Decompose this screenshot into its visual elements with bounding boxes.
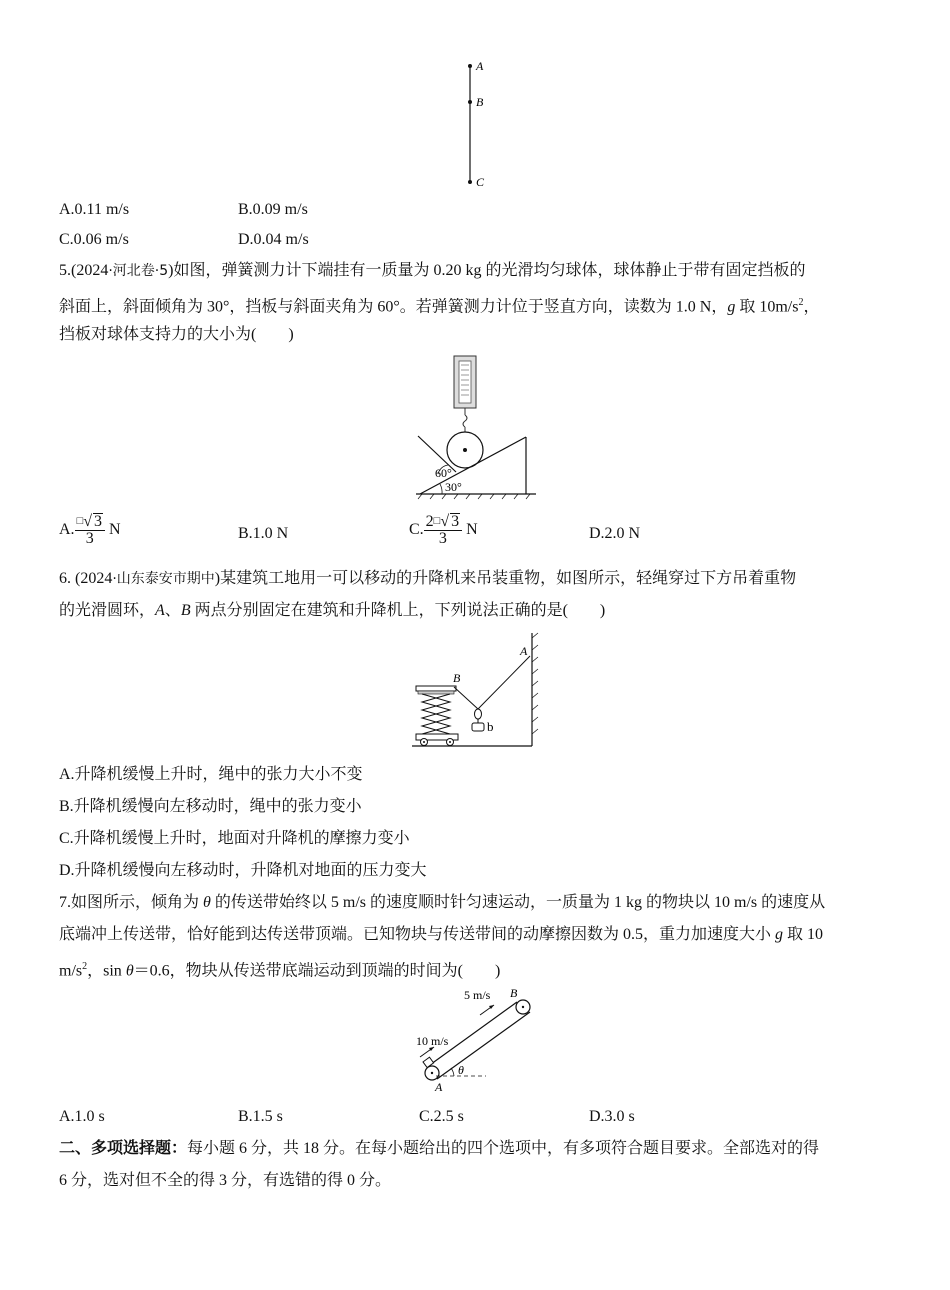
- q7-stem-line3: $m/s^2$，sin θ＝0.6，物块从传送带底端运动到顶端的时间为( ): [59, 961, 501, 980]
- q7-theta: θ: [458, 1063, 464, 1077]
- section2-line2: 6 分，选对但不全的得 3 分，有选错的得 0 分。: [59, 1172, 392, 1189]
- q5-stem-line2: 斜面上，斜面倾角为 30°，挡板与斜面夹角为 60°。若弹簧测力计位于竖直方向，读数为 1.0 N，g 取 $10m/s^2$，: [59, 297, 820, 316]
- q7-option-b[interactable]: B.1.5 s: [238, 1108, 283, 1125]
- q4-option-c[interactable]: C.0.06 m/s: [59, 231, 129, 248]
- q4-option-d[interactable]: D.0.04 m/s: [238, 231, 309, 248]
- q6-stem-line2: 的光滑圆环，A、B 两点分别固定在建筑和升降机上，下列说法正确的是( ): [59, 602, 606, 619]
- q7-label-a: A: [435, 1080, 443, 1094]
- q5-option-c[interactable]: C. $\frac{2^□√ 3}{3}$ N: [409, 513, 478, 548]
- q7-figure: [410, 985, 540, 1095]
- q7-stem-line2: 底端冲上传送带，恰好能到达传送带顶端。已知物块与传送带间的动摩擦因数为 0.5，重力加速度大小 g 取 10: [59, 926, 824, 943]
- q6-label-b: B: [453, 671, 461, 685]
- section2-header: 二、多项选择题：每小题 6 分，共 18 分。在每小题给出的四个选项中，有多项符合题目要求。全部选对的得: [59, 1140, 820, 1157]
- q4-option-a[interactable]: A.0.11 m/s: [59, 201, 130, 218]
- q5-angle-60: 60°: [435, 466, 452, 480]
- q6-stem-line1: 6. (2024·山东泰安市期中)某建筑工地用一可以移动的升降机来吊装重物，如图所示，轻绳穿过下方吊着重物: [59, 570, 797, 587]
- q6-option-a[interactable]: A.升降机缓慢上升时，绳中的张力大小不变: [59, 766, 363, 783]
- q7-velocity-top: 5 m/s: [464, 988, 491, 1002]
- q7-label-b: B: [510, 986, 518, 1000]
- q6-option-b[interactable]: B.升降机缓慢向左移动时，绳中的张力变小: [59, 798, 362, 815]
- q5-figure: [412, 353, 542, 500]
- q6-label-a: A: [520, 644, 528, 658]
- q4-label-a: A: [476, 59, 484, 73]
- q7-option-c[interactable]: C.2.5 s: [419, 1108, 464, 1125]
- q5-option-a[interactable]: A. $\frac{^□√ 3}{3}$ N: [59, 513, 121, 548]
- q4-label-b: B: [476, 95, 484, 109]
- q4-figure: [455, 55, 505, 195]
- q5-stem-line1: 5.(2024·河北卷·5)如图，弹簧测力计下端挂有一质量为 0.20 kg 的光滑均匀球体，球体静止于带有固定挡板的: [59, 262, 806, 279]
- q6-option-d[interactable]: D.升降机缓慢向左移动时，升降机对地面的压力变大: [59, 862, 427, 879]
- q6-label-weight: b: [487, 719, 494, 734]
- q4-label-c: C: [476, 175, 485, 189]
- q5-option-d[interactable]: D.2.0 N: [589, 525, 641, 542]
- q5-angle-30: 30°: [445, 480, 462, 494]
- q7-option-d[interactable]: D.3.0 s: [589, 1108, 635, 1125]
- q5-stem-line3: 挡板对球体支持力的大小为( ): [59, 326, 294, 343]
- q7-option-a[interactable]: A.1.0 s: [59, 1108, 105, 1125]
- section2-title: 二、多项选择题：: [59, 1140, 188, 1157]
- q4-option-b[interactable]: B.0.09 m/s: [238, 201, 308, 218]
- q6-option-c[interactable]: C.升降机缓慢上升时，地面对升降机的摩擦力变小: [59, 830, 410, 847]
- q7-stem-line1: 7.如图所示，倾角为 θ 的传送带始终以 5 m/s 的速度顺时针匀速运动，一质量为 1 kg 的物块以 10 m/s 的速度从: [59, 894, 826, 911]
- q6-figure: [408, 630, 548, 750]
- q7-velocity-bottom: 10 m/s: [416, 1034, 449, 1048]
- q5-option-b[interactable]: B.1.0 N: [238, 525, 289, 542]
